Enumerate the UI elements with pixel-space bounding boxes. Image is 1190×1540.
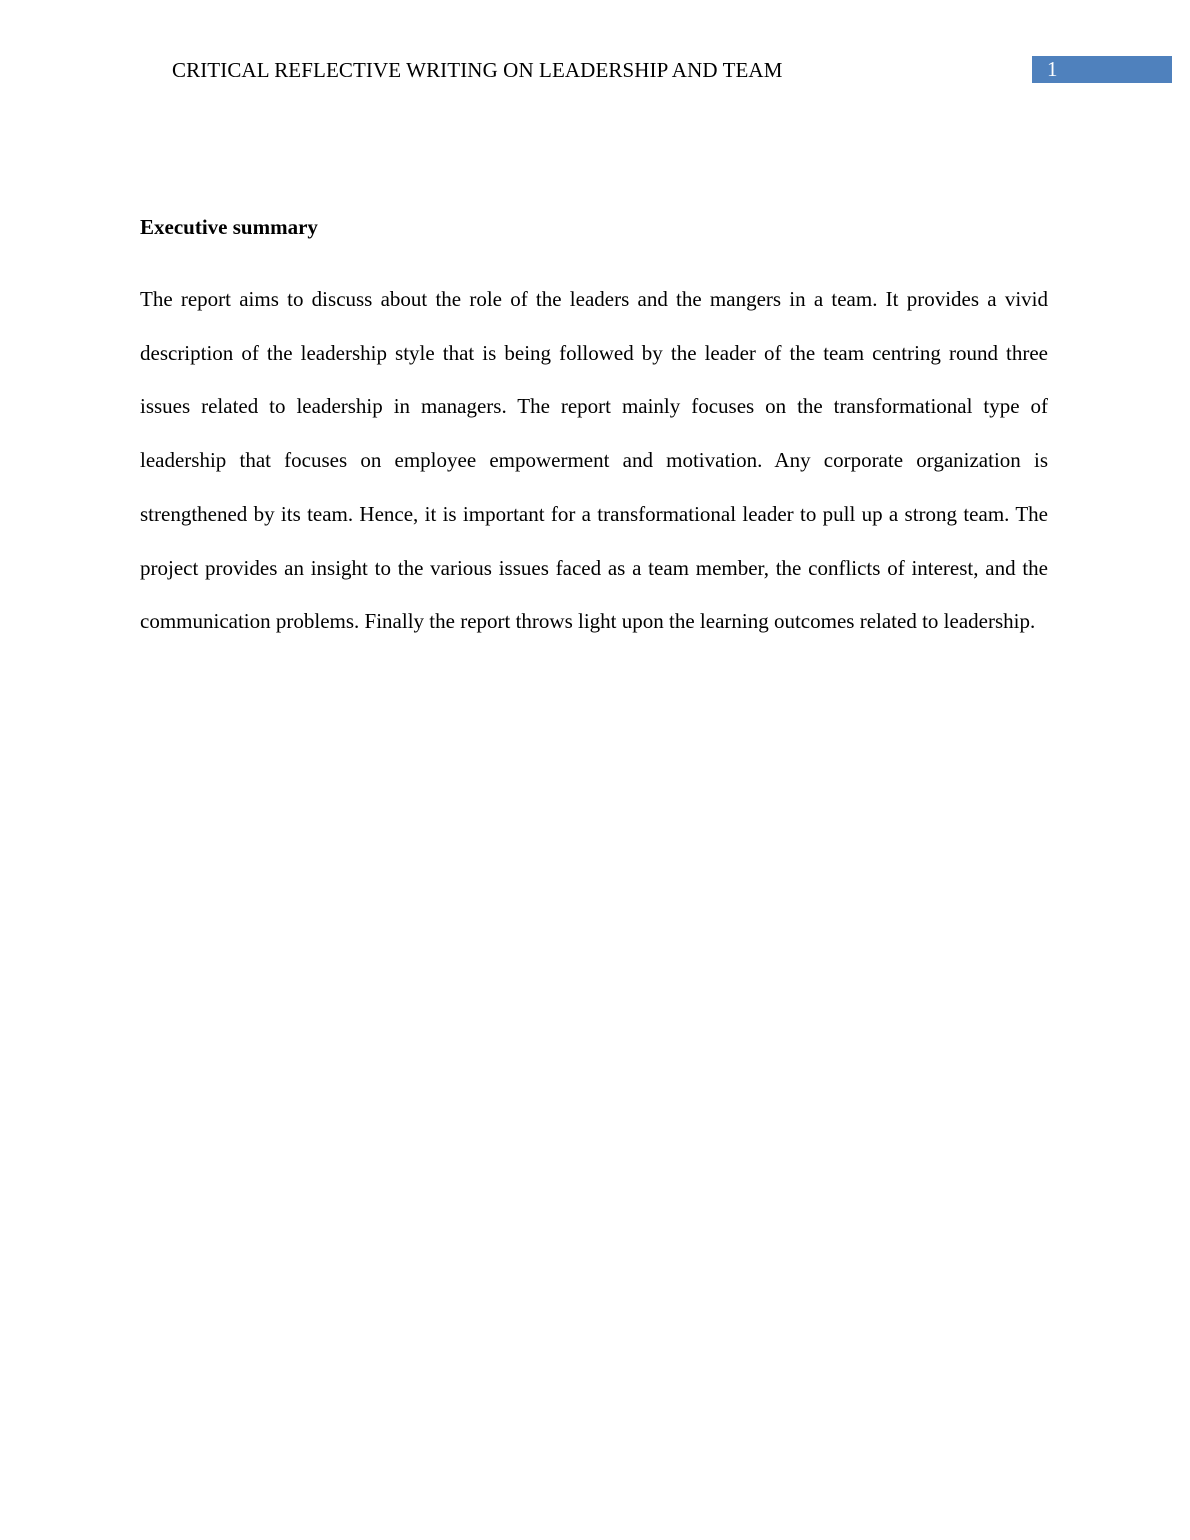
executive-summary-paragraph: The report aims to discuss about the role of the leaders and the mangers in a team. It provides a vivid description of the leadership style that is being followed by the leader of the team centring round three issues related to leadership in managers. The report mainly focuses on the transformational type of leadership that focuses on employee empowerment and motivation. Any corporate organization is strengthened by its team. Hence, it is important for a transformational leader to pull up a strong team. The project provides an insight to the various issues faced as a team member, the conflicts of interest, and the communication problems. Finally the report throws light upon the learning outcomes related to leadership. [140, 287, 1048, 634]
running-head-title: CRITICAL REFLECTIVE WRITING ON LEADERSHIP AND TEAM [172, 58, 783, 82]
section-heading-executive-summary: Executive summary [140, 215, 318, 239]
page-number: 1 [1047, 57, 1058, 81]
page-number-box [1032, 56, 1172, 83]
